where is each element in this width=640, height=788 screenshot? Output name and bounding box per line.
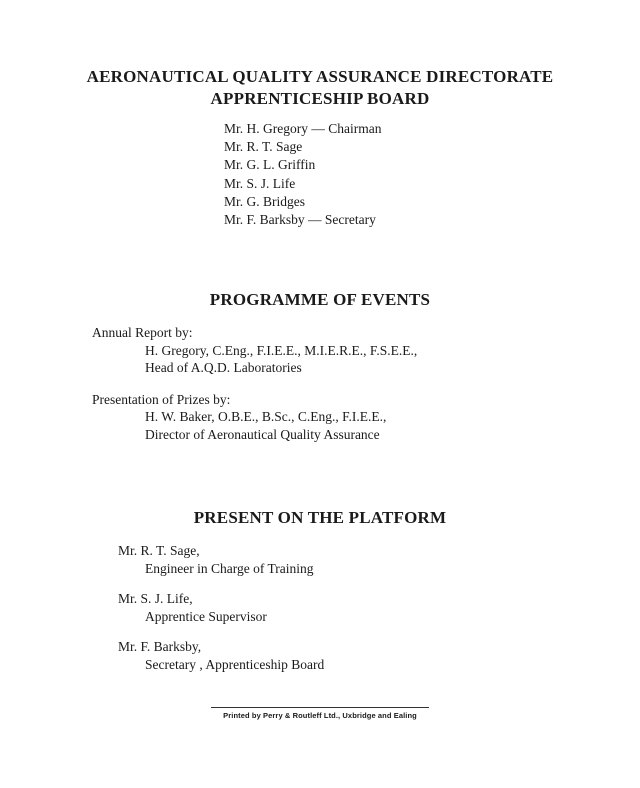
- platform-person: [118, 590, 324, 625]
- footer-divider: [211, 707, 429, 708]
- event-detail-line: Head of A.Q.D. Laboratories: [145, 360, 302, 375]
- platform-list: [118, 542, 324, 686]
- person-name: Mr. R. T. Sage,: [118, 543, 200, 558]
- board-member: Mr. H. Gregory — Chairman: [224, 121, 382, 136]
- event-label: Presentation of Prizes by:: [92, 391, 231, 407]
- event-item: [92, 391, 417, 444]
- programme-title: PROGRAMME OF EVENTS: [209, 290, 431, 309]
- person-name: Mr. F. Barksby,: [118, 639, 202, 654]
- platform-title: PRESENT ON THE PLATFORM: [193, 508, 447, 527]
- board-member: Mr. G. Bridges: [224, 193, 305, 209]
- spacer: [92, 377, 417, 391]
- board-member: Mr. R. T. Sage: [224, 139, 303, 155]
- platform-person: [118, 542, 324, 577]
- board-members-list: [224, 120, 381, 229]
- event-detail-line: H. W. Baker, O.B.E., B.Sc., C.Eng., F.I.E.E.,: [145, 409, 387, 424]
- event-detail-line: H. Gregory, C.Eng., F.I.E.E., M.I.E.R.E., F.S.E.E.,: [145, 342, 418, 358]
- event-detail-line: Director of Aeronautical Quality Assurance: [145, 426, 380, 442]
- printer-credit: Printed by Perry & Routleff Ltd., Uxbridge and Ealing: [223, 711, 417, 720]
- board-member: Mr. G. L. Griffin: [224, 157, 316, 173]
- person-role: Engineer in Charge of Training: [145, 560, 314, 576]
- person-role: Secretary , Apprenticeship Board: [145, 656, 325, 672]
- board-title-line-1: AERONAUTICAL QUALITY ASSURANCE DIRECTORATE: [86, 67, 554, 86]
- person-role: Apprentice Supervisor: [145, 608, 267, 624]
- platform-person: [118, 638, 324, 673]
- board-heading: [0, 66, 640, 110]
- person-name: Mr. S. J. Life,: [118, 591, 193, 606]
- board-member: Mr. S. J. Life: [224, 175, 296, 191]
- event-label: Annual Report by:: [92, 325, 193, 340]
- board-title-line-2: APPRENTICESHIP BOARD: [210, 89, 430, 108]
- event-item: [92, 324, 417, 377]
- board-member: Mr. F. Barksby — Secretary: [224, 212, 376, 228]
- programme-events: [92, 324, 417, 443]
